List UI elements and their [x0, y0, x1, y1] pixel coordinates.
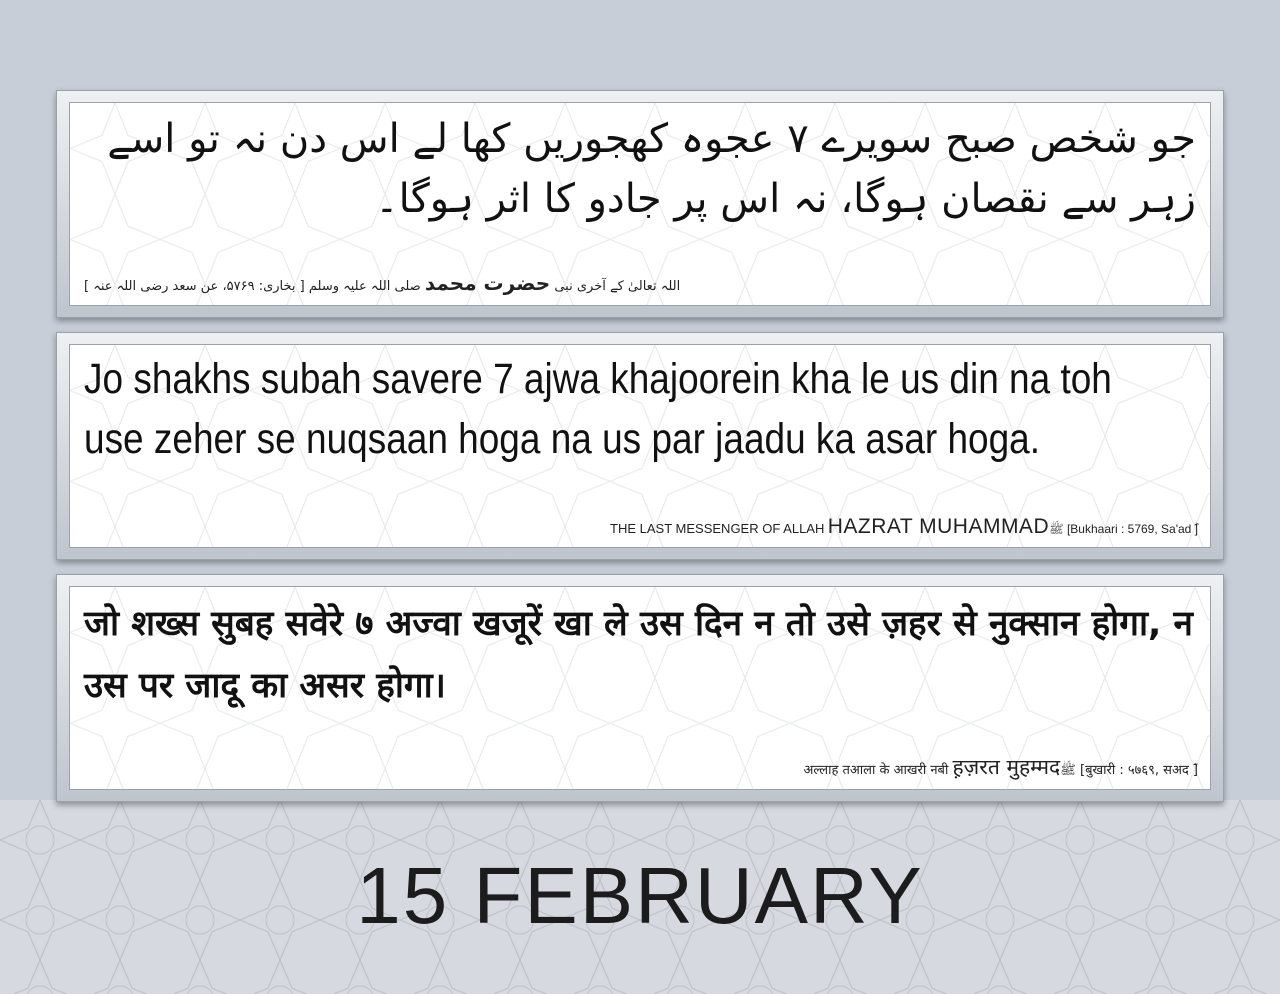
english-cite-ref: [Bukhaari : 5769, Sa'ad ؓ] — [1066, 522, 1198, 536]
english-panel-inner — [69, 344, 1211, 548]
hindi-citation — [803, 753, 1198, 781]
english-hadith-text: Jo shakhs subah savere 7 ajwa khajoorein kha le us din na toh use zeher se nuqsaan hoga na us par jaadu ka asar hoga. — [84, 355, 1112, 463]
hindi-cite-name: ह़ज़रत मुहम्मद — [952, 755, 1061, 779]
urdu-panel-inner — [69, 102, 1211, 306]
urdu-cite-prefix: اللہ تعالیٰ کے آخری نبی — [554, 279, 681, 294]
urdu-cite-ref: [ بخاری: ۵۷۶۹، عن سعد رضی اللہ عنہ ] — [84, 279, 305, 294]
english-citation — [610, 515, 1198, 539]
english-cite-prefix: THE LAST MESSENGER OF ALLAH — [610, 521, 825, 536]
english-panel — [56, 332, 1224, 560]
urdu-citation — [84, 271, 680, 295]
urdu-cite-honor: صلی اللہ علیہ وسلم — [308, 279, 421, 294]
hindi-cite-ref: [बुखारी : ५७६९, सअद ؓ] — [1080, 763, 1198, 778]
hindi-cite-honor: ﷺ — [1060, 763, 1076, 778]
english-cite-name: HAZRAT MUHAMMAD — [827, 515, 1050, 538]
date-label: 15 FEBRUARY — [356, 851, 924, 940]
hindi-panel — [56, 574, 1224, 802]
urdu-panel — [56, 90, 1224, 318]
urdu-cite-name: حضرت محمد — [424, 271, 551, 295]
hindi-panel-inner — [69, 586, 1211, 790]
english-cite-honor: ﷺ — [1049, 522, 1064, 536]
hindi-hadith-text: जो शख्स सुबह सवेरे ७ अज्वा खजूरें खा ले उस दिन न तो उसे ज़हर से नुक्सान होगा, न उस पर जादू का असर होगा। — [84, 604, 1193, 706]
urdu-hadith-text: جو شخص صبح سویرے ۷ عجوہ کھجوریں کھا لے اس دن نہ تو اسے زہر سے نقصان ہوگا، نہ اس پر جادو کا اثر ہوگا۔ — [107, 116, 1196, 222]
hindi-cite-prefix: अल्लाह तआला के आखरी नबी — [803, 763, 949, 778]
